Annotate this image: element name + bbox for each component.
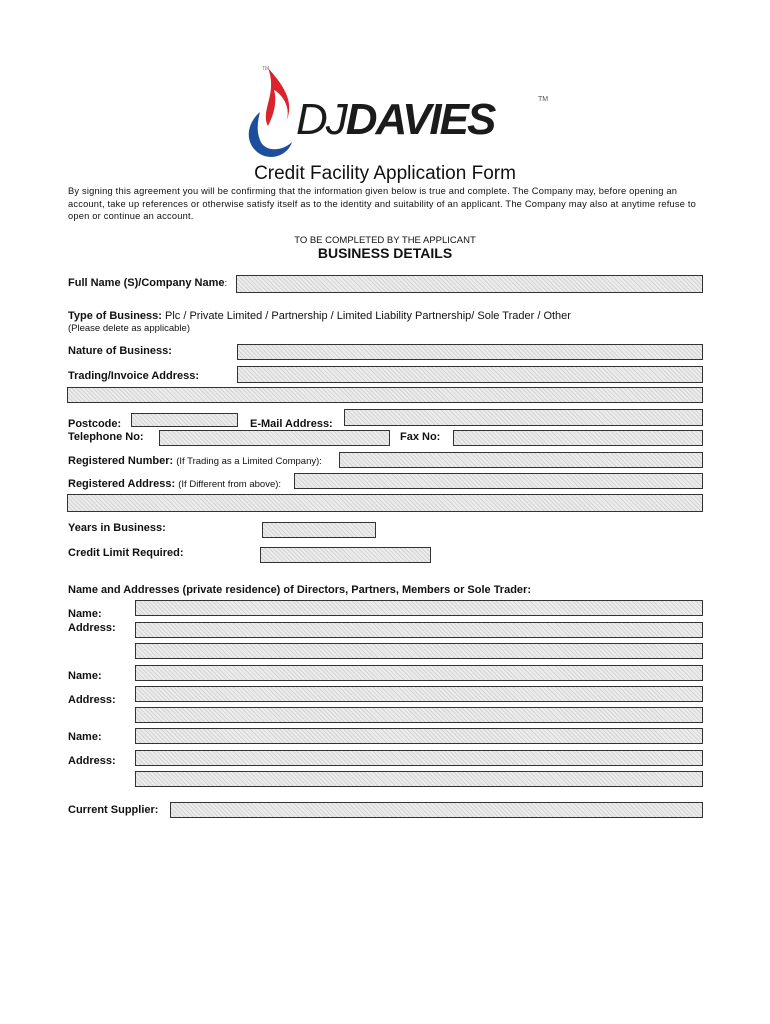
nature-field[interactable] (237, 344, 703, 360)
director-1-name-field[interactable] (135, 600, 703, 616)
instruction-text: TO BE COMPLETED BY THE APPLICANT (294, 235, 476, 246)
type-note: (Please delete as applicable) (68, 323, 190, 334)
page-title: Credit Facility Application Form (254, 163, 516, 184)
fax-label: Fax No: (400, 431, 441, 443)
postcode-label: Postcode: (68, 418, 122, 430)
director-3-address-field-2[interactable] (135, 771, 703, 787)
director-2-address-field-1[interactable] (135, 686, 703, 702)
telephone-field[interactable] (159, 430, 390, 446)
tm-mark: TM (538, 96, 549, 103)
director-3-name-label: Name: (68, 731, 102, 743)
postcode-field[interactable] (131, 413, 238, 427)
director-3-address-label: Address: (68, 755, 116, 767)
director-1-name-label: Name: (68, 608, 102, 620)
current-supplier-label: Current Supplier: (68, 804, 159, 816)
director-2-name-field[interactable] (135, 665, 703, 681)
type-of-business (68, 310, 571, 322)
brand-prefix: DJ (296, 95, 346, 144)
email-label: E-Mail Address: (250, 418, 333, 430)
type-of-business-options: Plc / Private Limited / Partnership / Limited Liability Partnership/ Sole Trader / Other (165, 310, 571, 322)
credit-limit-field[interactable] (260, 547, 431, 563)
director-1-address-field-1[interactable] (135, 622, 703, 638)
full-name-label: Full Name (S)/Company Name: (68, 277, 228, 289)
director-1-address-label: Address: (68, 622, 116, 634)
intro-text: By signing this agreement you will be confirming that the information given below is true and complete. The Company may, before opening an account, take up references or otherwise satisfy itself as to the identity and suitability of an applicant. The Company may also at anytime refuse to open or continue an account. (68, 186, 697, 221)
fax-field[interactable] (453, 430, 703, 446)
director-2-name-label: Name: (68, 670, 102, 682)
registered-address-label: Registered Address: (If Different from above): (68, 478, 282, 490)
directors-heading: Name and Addresses (private residence) of Directors, Partners, Members or Sole Trader: (68, 584, 531, 596)
trading-address-label: Trading/Invoice Address: (68, 370, 200, 382)
trading-address-field-1[interactable] (237, 366, 703, 383)
years-field[interactable] (262, 522, 376, 538)
credit-limit-label: Credit Limit Required: (68, 547, 184, 559)
registered-address-field-2[interactable] (67, 494, 703, 512)
director-2-address-field-2[interactable] (135, 707, 703, 723)
brand-wordmark (296, 96, 494, 144)
trading-address-field-2[interactable] (67, 387, 703, 403)
section-title: BUSINESS DETAILS (317, 245, 453, 261)
email-field[interactable] (344, 409, 703, 426)
brand-name: DAVIES (345, 95, 495, 144)
years-label: Years in Business: (68, 522, 166, 534)
company-logo (238, 60, 558, 160)
telephone-label: Telephone No: (68, 431, 144, 443)
director-3-name-field[interactable] (135, 728, 703, 744)
nature-label: Nature of Business: (68, 345, 172, 357)
director-3-address-field-1[interactable] (135, 750, 703, 766)
director-1-address-field-2[interactable] (135, 643, 703, 659)
registered-address-field-1[interactable] (294, 473, 703, 489)
registered-number-field[interactable] (339, 452, 703, 468)
director-2-address-label: Address: (68, 694, 116, 706)
type-of-business-label: Type of Business: (68, 310, 162, 322)
current-supplier-field[interactable] (170, 802, 703, 818)
tm-mark-small: TM (262, 66, 270, 72)
full-name-field[interactable] (236, 275, 703, 293)
registered-number-label: Registered Number: (If Trading as a Limited Company): (68, 455, 322, 467)
